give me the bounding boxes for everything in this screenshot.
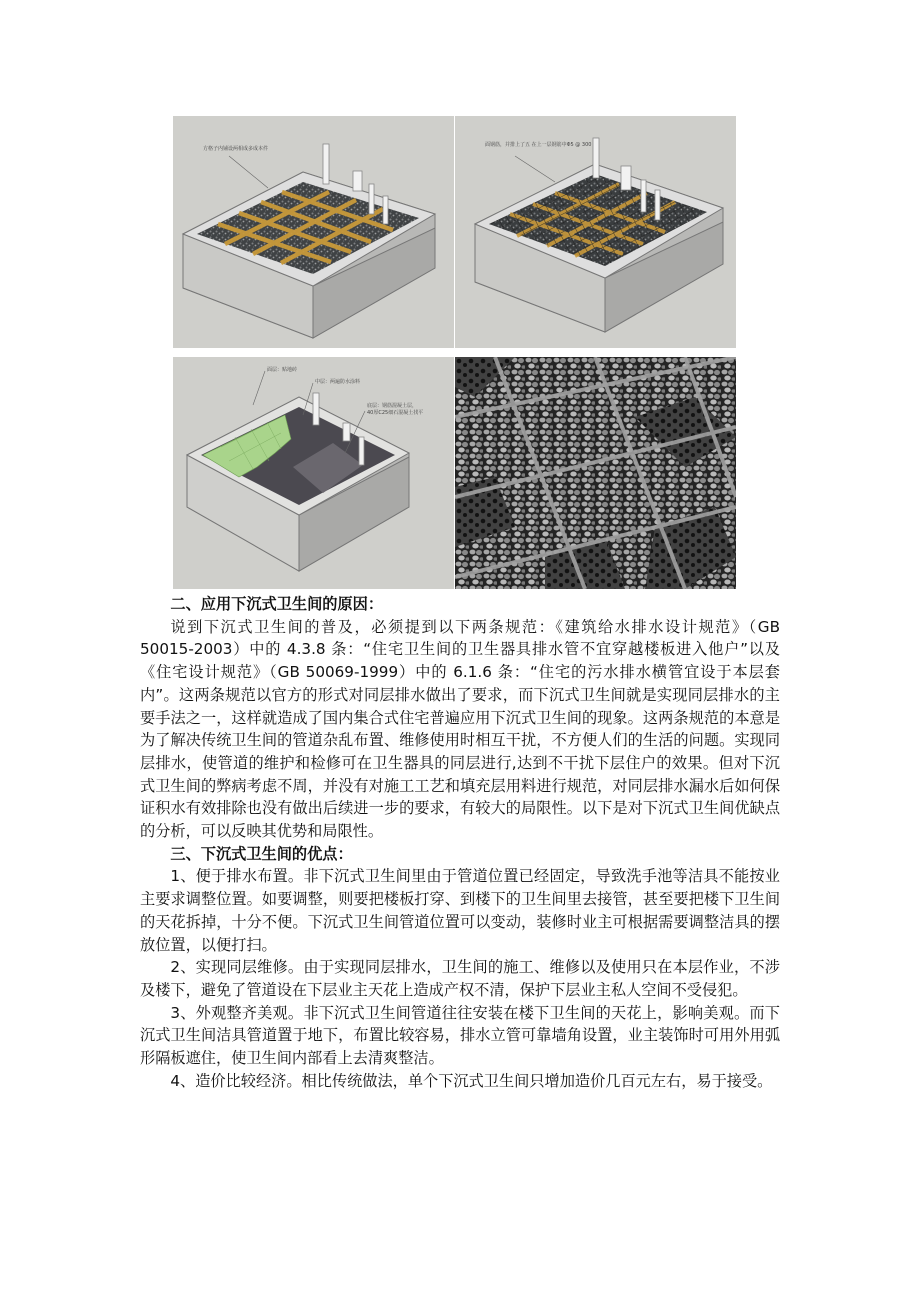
fig3-annotation-mid: 中层：两遍防水涂料 bbox=[315, 379, 361, 385]
fig3-annotation-low: 底层：钢筋混凝土层， bbox=[367, 403, 418, 409]
fig2-annotation: 面钢筋，并排上了五 在上一层钢筋中Φ5 @ 300 bbox=[485, 142, 592, 148]
paragraph-advantage-2: 2、实现同层维修。由于实现同层排水，卫生间的施工、维修以及使用只在本层作业，不涉及楼下，避免了管道设在下层业主天花上造成产权不清，保护下层业主私人空间不受侵犯。 bbox=[140, 958, 780, 999]
fig3-annotation-top: 面层：贴地砖 bbox=[267, 367, 298, 373]
paragraph-advantage-1: 1、便于排水布置。非下沉式卫生间里由于管道位置已经固定，导致洗手池等洁具不能按业主要求调整位置。如要调整，则要把楼板打穿、到楼下的卫生间里去接管，甚至要把楼下卫生间的天花拆掉，十分不便。下沉式卫生间管道位置可以变动，装修时业主可根据需要调整洁具的摆放位置，以便打扫。 bbox=[140, 867, 780, 954]
fig1-annotation: 方格子内铺设两相成多成本件 bbox=[203, 146, 269, 152]
section-heading-reasons: 二、应用下沉式卫生间的原因： bbox=[170, 595, 384, 613]
paragraph-advantage-3: 3、外观整齐美观。非下沉式卫生间管道往往安装在楼下卫生间的天花上，影响美观。而下沉式卫生间洁具管道置于地下，布置比较容易，排水立管可靠墙角设置，业主装饰时可用外用弧形隔板遮住，使卫生间内部看上去清爽整洁。 bbox=[140, 1003, 780, 1068]
section-heading-advantages: 三、下沉式卫生间的优点： bbox=[170, 844, 353, 863]
body-text bbox=[140, 593, 780, 1092]
figure-gravel-grid-model bbox=[173, 116, 454, 348]
figure-rebar-mesh-model bbox=[455, 116, 736, 348]
svg-text:40厚C25细石混凝土找平: 40厚C25细石混凝土找平 bbox=[367, 410, 424, 416]
figure-ceramsite-photo bbox=[455, 357, 736, 589]
figure-waterproof-layers-model bbox=[173, 357, 454, 589]
paragraph-advantage-4: 4、造价比较经济。相比传统做法，单个下沉式卫生间只增加造价几百元左右，易于接受。 bbox=[170, 1071, 773, 1090]
paragraph-reasons: 说到下沉式卫生间的普及，必须提到以下两条规范：《建筑给水排水设计规范》（GB 50015-2003）中的 4.3.8 条：“住宅卫生间的卫生器具排水管不宜穿越楼板进入他户”以及《住宅设计规范》（GB 50069-1999）中的 6.1.6 条：“住宅的污水排水横管宜设于本层套内”。这两条规范以官方的形式对同层排水做出了要求，而下沉式卫生间就是实现同层排水的主要手法之一，这样就造成了国内集合式住宅普遍应用下沉式卫生间的现象。这两条规范的本意是为了解决传统卫生间的管道杂乱布置、维修使用时相互干扰，不方便人们的生活的问题。实现同层排水，使管道的维护和检修可在卫生器具的同层进行,达到不干扰下层住户的效果。但对下沉式卫生间的弊病考虑不周，并没有对施工工艺和填充层用料进行规范，对同层排水漏水后如何保证积水有效排除也没有做出后续进一步的要求，有较大的局限性。以下是对下沉式卫生间优缺点的分析，可以反映其优势和局限性。 bbox=[140, 617, 780, 841]
